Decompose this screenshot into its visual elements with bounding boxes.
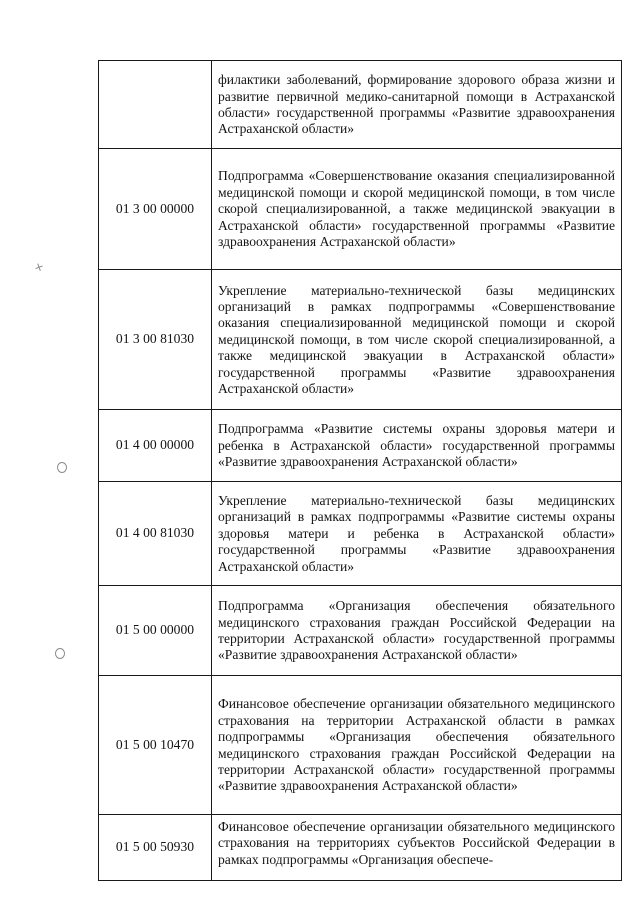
code-cell	[99, 61, 212, 149]
description-cell: Финансовое обеспечение организации обязательного медицинского страхования на территории Астраханской области в рамках подпрограммы «Организация обеспечения обязательного медицинского страхования граждан Российской Федерации на территории Астраханской области» государственной программы «Развитие здравоохранения Астраханской области»	[212, 676, 622, 815]
table-row	[99, 61, 622, 149]
description-cell: Подпрограмма «Совершенствование оказания специализированной медицинской помощи и скорой медицинской помощи, в том числе скорой специализированной, а также медицинской эвакуации в Астраханской области» государственной программы «Развитие здравоохранения Астраханской области»	[212, 149, 622, 270]
binder-hole-mark	[55, 648, 65, 659]
margin-pen-mark: +	[31, 258, 47, 276]
code-cell: 01 5 00 10470	[99, 676, 212, 815]
description-cell: филактики заболеваний, формирование здорового образа жизни и развитие первичной медико-санитарной помощи в Астраханской области» государственной программы «Развитие здравоохранения Астраханской области»	[212, 61, 622, 149]
table-row	[99, 815, 622, 881]
table-row	[99, 149, 622, 270]
budget-classification-table	[98, 60, 622, 881]
description-cell: Финансовое обеспечение организации обязательного медицинского страхования на территориях субъектов Российской Федерации в рамках подпрограммы «Организация обеспече-	[212, 815, 622, 881]
table-row	[99, 270, 622, 410]
table-row	[99, 676, 622, 815]
table-row	[99, 410, 622, 482]
binder-hole-mark	[57, 462, 67, 473]
code-cell: 01 4 00 81030	[99, 482, 212, 586]
code-cell: 01 5 00 00000	[99, 586, 212, 676]
table-row	[99, 482, 622, 586]
code-cell: 01 5 00 50930	[99, 815, 212, 881]
description-cell: Укрепление материально-технической базы медицинских организаций в рамках подпрограммы «Совершенствование оказания специализированной медицинской помощи и скорой медицинской помощи, в том числе скорой специализированной, а также медицинской эвакуации в Астраханской области» государственной программы «Развитие здравоохранения Астраханской области»	[212, 270, 622, 410]
description-cell: Укрепление материально-технической базы медицинских организаций в рамках подпрограммы «Развитие системы охраны здоровья матери и ребенка в Астраханской области» государственной программы «Развитие здравоохранения Астраханской области»	[212, 482, 622, 586]
table-row	[99, 586, 622, 676]
description-cell: Подпрограмма «Развитие системы охраны здоровья матери и ребенка в Астраханской области» государственной программы «Развитие здравоохранения Астраханской области»	[212, 410, 622, 482]
code-cell: 01 3 00 00000	[99, 149, 212, 270]
code-cell: 01 4 00 00000	[99, 410, 212, 482]
code-cell: 01 3 00 81030	[99, 270, 212, 410]
description-cell: Подпрограмма «Организация обеспечения обязательного медицинского страхования граждан Российской Федерации на территории Астраханской области» государственной программы «Развитие здравоохранения Астраханской области»	[212, 586, 622, 676]
